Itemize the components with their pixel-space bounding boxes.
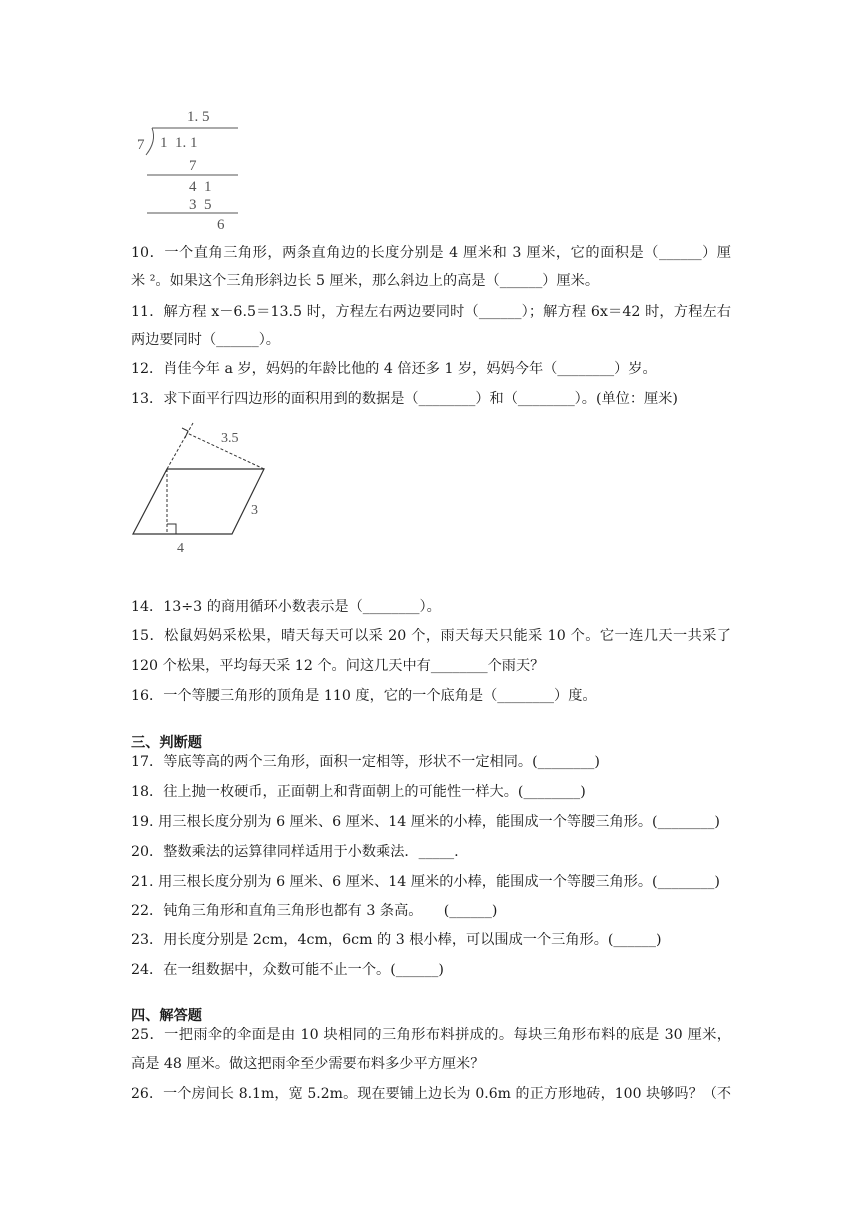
parallelogram-side-label: 3	[251, 503, 258, 518]
question-15-line2: 120 个松果，平均每天采 12 个。问这几天中有________个雨天？	[131, 658, 545, 674]
question-21: 21. 用三根长度分别为 6 厘米、6 厘米、14 厘米的小棒，能围成一个等腰三角形。(________)	[131, 874, 720, 890]
question-11-line1: 11．解方程 x－6.5＝13.5 时，方程左右两边要同时（______）；解方程 6x＝42 时，方程左右	[131, 304, 731, 320]
question-11-line2: 两边要同时（______）。	[131, 332, 280, 348]
question-25-line2: 高是 48 厘米。做这把雨伞至少需要布料多少平方厘米？	[131, 1056, 485, 1072]
division-divisor: 7	[137, 137, 145, 153]
division-dividend: 1 1. 1	[160, 135, 198, 151]
question-22: 22．钝角三角形和直角三角形也都有 3 条高。 (______)	[131, 903, 498, 919]
question-14: 14．13÷3 的商用循环小数表示是（________）。	[131, 599, 441, 615]
parallelogram-height-label: 3.5	[221, 431, 239, 446]
parallelogram-figure	[125, 418, 275, 558]
question-19: 19. 用三根长度分别为 6 厘米、6 厘米、14 厘米的小棒，能围成一个等腰三角形。(________)	[131, 814, 720, 830]
division-remainder: 6	[217, 217, 225, 230]
parallelogram-base-label: 4	[177, 541, 184, 556]
division-quotient: 1. 5	[187, 109, 210, 125]
question-10-line1: 10．一个直角三角形，两条直角边的长度分别是 4 厘米和 3 厘米，它的面积是（______）厘	[131, 245, 731, 261]
question-17: 17．等底等高的两个三角形，面积一定相等，形状不一定相同。(________)	[131, 754, 600, 770]
question-13: 13．求下面平行四边形的面积用到的数据是（________）和（________）。(单位：厘米)	[131, 391, 678, 407]
question-20: 20．整数乘法的运算律同样适用于小数乘法．_____.	[131, 844, 459, 860]
question-10-line2: 米 ²。如果这个三角形斜边长 5 厘米，那么斜边上的高是（______）厘米。	[131, 273, 600, 289]
question-12: 12．肖佳今年 a 岁，妈妈的年龄比他的 4 倍还多 1 岁，妈妈今年（________）岁。	[131, 361, 657, 377]
question-25-line1: 25．一把雨伞的伞面是由 10 块相同的三角形布料拼成的。每块三角形布料的底是 30 厘米，	[131, 1027, 731, 1043]
question-18: 18．往上抛一枚硬币，正面朝上和背面朝上的可能性一样大。(________)	[131, 784, 586, 800]
division-step1: 7	[189, 158, 197, 174]
division-step3: 3 5	[189, 197, 212, 213]
section-4-title: 四、解答题	[131, 1008, 202, 1024]
division-step2: 4 1	[189, 179, 212, 195]
long-division-figure	[135, 105, 245, 230]
question-23: 23．用长度分别是 2cm，4cm，6cm 的 3 根小棒，可以围成一个三角形。(______)	[131, 932, 662, 948]
question-15-line1: 15．松鼠妈妈采松果，晴天每天可以采 20 个，雨天每天只能采 10 个。它一连几天一共采了	[131, 628, 731, 644]
question-26: 26．一个房间长 8.1m，宽 5.2m。现在要铺上边长为 0.6m 的正方形地砖，100 块够吗？（不	[131, 1086, 731, 1102]
question-16: 16．一个等腰三角形的顶角是 110 度，它的一个底角是（________）度。	[131, 688, 597, 704]
question-24: 24．在一组数据中，众数可能不止一个。(______)	[131, 962, 444, 978]
section-3-title: 三、判断题	[131, 735, 202, 751]
